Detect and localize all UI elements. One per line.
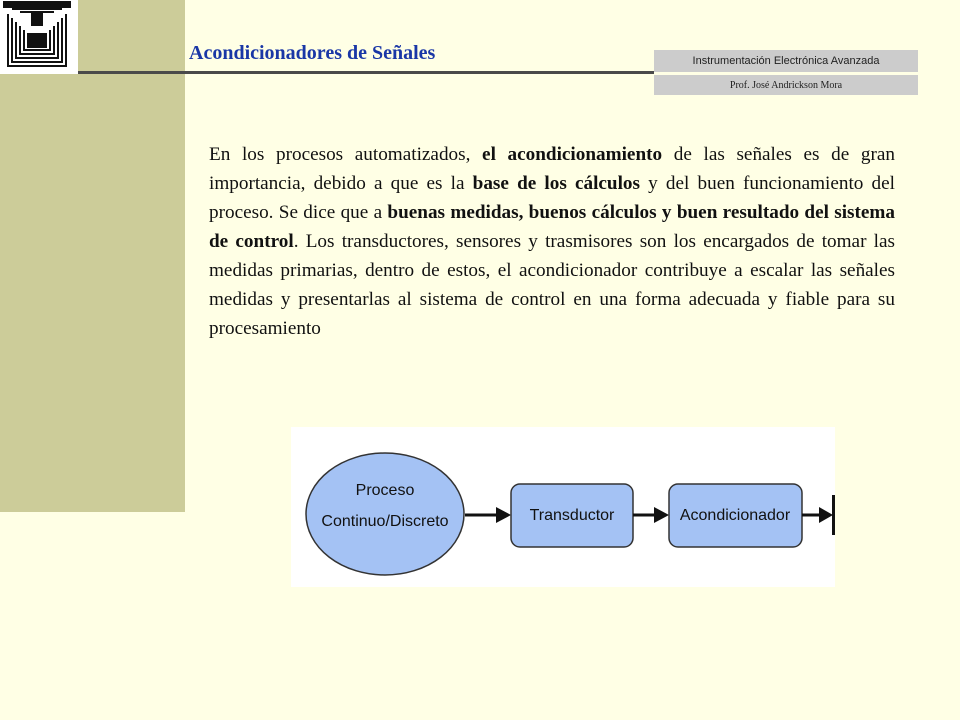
- body-bold-3: buenas medidas, buenos cálculos y buen resultado del sistema de control: [209, 202, 895, 252]
- header-rule: [78, 71, 654, 74]
- flow-arrowhead-2: [654, 507, 669, 523]
- transducer-label: Transductor: [529, 507, 615, 524]
- body-paragraph: [209, 140, 895, 343]
- body-bold-1: el acondicionamiento: [482, 144, 663, 165]
- flow-arrowhead-1: [496, 507, 511, 523]
- body-text-1: En los procesos automatizados,: [209, 144, 483, 165]
- body-text-3: y del buen funcionamiento del proceso. Se dice que a: [209, 173, 895, 223]
- conditioner-label: Acondicionador: [679, 507, 791, 524]
- process-label-2: Continuo/Discreto: [321, 513, 449, 530]
- logo: [0, 0, 78, 74]
- next-node-edge: [832, 495, 835, 535]
- left-sidebar-panel: [0, 0, 185, 512]
- process-flow-diagram: [291, 427, 835, 587]
- slide-title: Acondicionadores de Señales: [189, 42, 436, 64]
- body-text-4: . Los transductores, sensores y trasmisores son los encargados de tomar las medidas primarias, dentro de estos, el acondicionador contribuye a escalar las señales medidas y presentarlas al sistema de control en una forma adecuada y fiable para su procesamiento: [209, 231, 895, 339]
- institution-logo-icon: [0, 0, 78, 74]
- process-label-1: Proceso: [355, 482, 415, 499]
- course-name-label: Instrumentación Electrónica Avanzada: [654, 50, 918, 72]
- flow-arrowhead-3: [819, 507, 833, 523]
- body-bold-2: base de los cálculos: [472, 173, 640, 194]
- professor-label: Prof. José Andrickson Mora: [654, 75, 918, 95]
- body-text-2: de las señales es de gran importancia, debido a que es la: [209, 144, 895, 194]
